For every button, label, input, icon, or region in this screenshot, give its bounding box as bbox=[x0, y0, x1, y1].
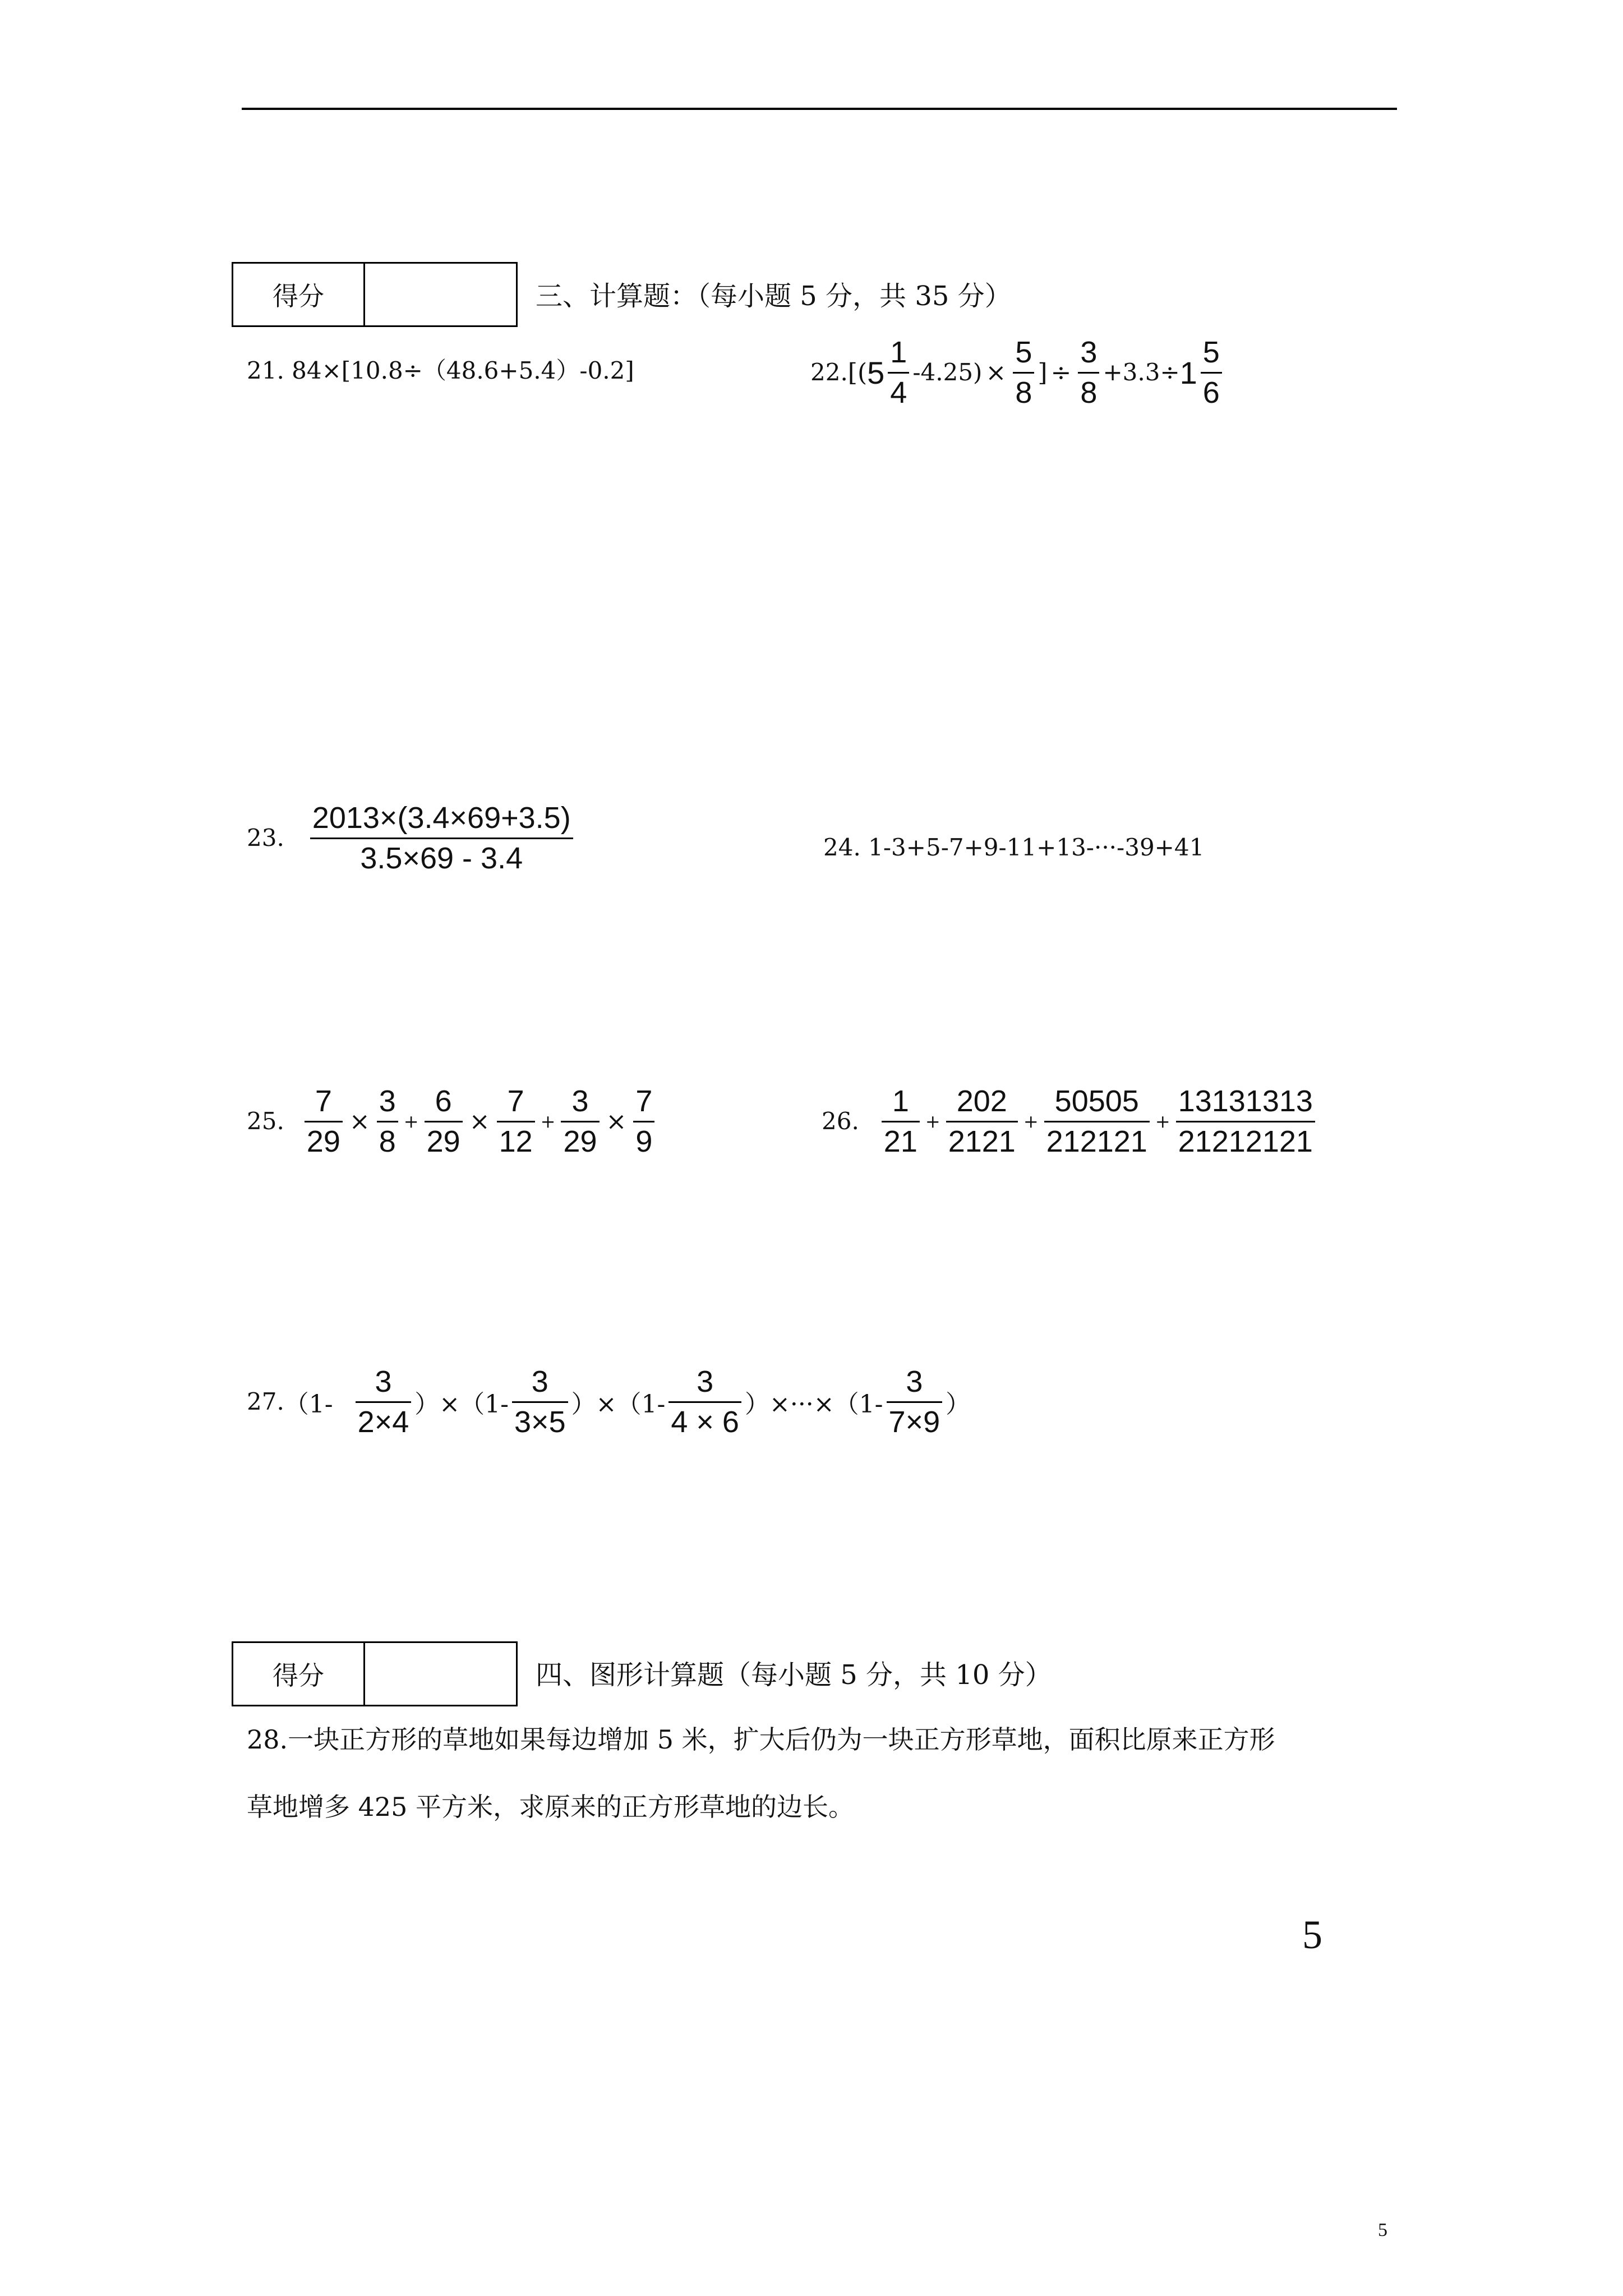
denominator: 8 bbox=[1080, 375, 1098, 409]
plus-sign: + bbox=[1155, 1111, 1170, 1133]
fraction-bar bbox=[377, 1121, 398, 1122]
question-25 bbox=[247, 1085, 658, 1157]
numerator: 3 bbox=[571, 1084, 589, 1118]
fraction bbox=[310, 802, 573, 874]
plus-sign: + bbox=[403, 1111, 419, 1133]
fraction-bar bbox=[888, 372, 909, 374]
fraction-bar bbox=[425, 1121, 463, 1122]
numerator: 3 bbox=[531, 1365, 548, 1398]
denominator: 4 bbox=[890, 375, 907, 409]
numerator: 7 bbox=[315, 1084, 332, 1118]
section-title: 四、图形计算题（每小题 5 分，共 10 分） bbox=[536, 1659, 1052, 1691]
numerator: 202 bbox=[956, 1084, 1007, 1118]
denominator: 8 bbox=[379, 1124, 396, 1158]
denominator: 3×5 bbox=[514, 1405, 566, 1439]
numerator: 5 bbox=[1015, 335, 1032, 369]
denominator: 21212121 bbox=[1178, 1124, 1313, 1158]
section-title: 三、计算题：（每小题 5 分，共 35 分） bbox=[536, 280, 1012, 312]
times-sign: × bbox=[985, 358, 1007, 387]
fraction-bar bbox=[512, 1401, 568, 1403]
numerator: 2013×(3.4×69+3.5) bbox=[312, 801, 571, 835]
fraction bbox=[561, 1085, 599, 1157]
fraction bbox=[1044, 1085, 1150, 1157]
fraction bbox=[356, 1366, 412, 1438]
fraction bbox=[888, 337, 909, 408]
denominator: 6 bbox=[1202, 375, 1220, 409]
fraction-bar bbox=[497, 1121, 535, 1122]
mixed-number bbox=[867, 337, 912, 408]
fraction bbox=[305, 1085, 343, 1157]
score-label: 得分 bbox=[233, 1643, 365, 1705]
fraction bbox=[512, 1366, 568, 1438]
fraction bbox=[882, 1085, 920, 1157]
whole-part: 1 bbox=[1179, 355, 1197, 390]
denominator: 2×4 bbox=[357, 1405, 409, 1439]
denominator: 29 bbox=[306, 1124, 340, 1158]
fraction bbox=[425, 1085, 463, 1157]
fraction-bar bbox=[887, 1401, 943, 1403]
header-rule bbox=[242, 108, 1397, 110]
fraction bbox=[1176, 1085, 1315, 1157]
question-21: 21. 84×[10.8÷（48.6+5.4）-0.2] bbox=[247, 357, 634, 384]
fraction bbox=[633, 1085, 654, 1157]
question-number: 23. bbox=[247, 824, 284, 852]
bracket-close: ] bbox=[1038, 358, 1048, 387]
denominator: 8 bbox=[1015, 375, 1032, 409]
numerator: 6 bbox=[435, 1084, 452, 1118]
fraction bbox=[668, 1366, 741, 1438]
numerator: 50505 bbox=[1054, 1084, 1139, 1118]
expression-text: -4.25) bbox=[912, 358, 983, 386]
numerator: 1 bbox=[890, 335, 907, 369]
numerator: 3 bbox=[697, 1365, 714, 1398]
fraction-bar bbox=[946, 1121, 1018, 1122]
fraction-bar bbox=[1013, 372, 1034, 374]
expression-text: ）×（1- bbox=[414, 1390, 509, 1419]
times-sign: × bbox=[469, 1107, 490, 1136]
denominator: 21 bbox=[883, 1124, 917, 1158]
denominator: 7×9 bbox=[888, 1405, 940, 1439]
score-value-cell[interactable] bbox=[365, 264, 516, 325]
question-27 bbox=[247, 1366, 970, 1438]
question-number: 22. bbox=[810, 358, 848, 386]
denominator: 29 bbox=[426, 1124, 460, 1158]
fraction-bar bbox=[1201, 372, 1222, 374]
numerator: 1 bbox=[892, 1084, 909, 1118]
question-28-line-1: 28.一块正方形的草地如果每边增加 5 米，扩大后仍为一块正方形草地，面积比原来正方形 bbox=[247, 1724, 1275, 1755]
numerator: 3 bbox=[906, 1365, 923, 1398]
numerator: 7 bbox=[635, 1084, 653, 1118]
denominator: 9 bbox=[635, 1124, 653, 1158]
times-sign: × bbox=[349, 1107, 370, 1136]
expression-text: +3.3÷ bbox=[1103, 358, 1180, 386]
question-26 bbox=[822, 1085, 1318, 1157]
page-number: 5 bbox=[1378, 2220, 1387, 2240]
fraction-bar bbox=[668, 1401, 741, 1403]
big-page-number: 5 bbox=[1302, 1912, 1322, 1957]
denominator: 3.5×69 - 3.4 bbox=[360, 841, 523, 875]
fraction bbox=[497, 1085, 535, 1157]
denominator: 29 bbox=[563, 1124, 597, 1158]
fraction-bar bbox=[1078, 372, 1099, 374]
denominator: 12 bbox=[499, 1124, 533, 1158]
fraction-bar bbox=[1044, 1121, 1150, 1122]
question-23 bbox=[247, 802, 577, 874]
question-number: 26. bbox=[822, 1107, 859, 1135]
expression-text: （1- bbox=[284, 1390, 333, 1419]
numerator: 7 bbox=[507, 1084, 524, 1118]
fraction-bar bbox=[561, 1121, 599, 1122]
fraction-bar bbox=[305, 1121, 343, 1122]
question-number: 27. bbox=[247, 1388, 284, 1416]
fraction bbox=[887, 1366, 943, 1438]
score-box bbox=[232, 1641, 518, 1706]
denominator: 212121 bbox=[1046, 1124, 1147, 1158]
numerator: 3 bbox=[375, 1365, 392, 1398]
fraction-bar bbox=[310, 838, 573, 839]
expression-text: ）×···×（1- bbox=[744, 1390, 883, 1419]
plus-sign: + bbox=[1023, 1111, 1039, 1133]
fraction-bar bbox=[356, 1401, 412, 1403]
numerator: 13131313 bbox=[1178, 1084, 1313, 1118]
plus-sign: + bbox=[540, 1111, 556, 1133]
expression-text: ） bbox=[946, 1390, 971, 1419]
fraction-bar bbox=[1176, 1121, 1315, 1122]
fraction bbox=[1078, 337, 1099, 408]
fraction bbox=[946, 1085, 1018, 1157]
score-value-cell[interactable] bbox=[365, 1643, 516, 1705]
fraction bbox=[1201, 337, 1222, 408]
question-24: 24. 1-3+5-7+9-11+13-···-39+41 bbox=[823, 834, 1205, 861]
score-box bbox=[232, 262, 518, 327]
question-22 bbox=[810, 337, 1225, 408]
question-number: 25. bbox=[247, 1107, 284, 1135]
mixed-number bbox=[1180, 337, 1225, 408]
fraction-bar bbox=[882, 1121, 920, 1122]
score-label: 得分 bbox=[233, 264, 365, 325]
fraction bbox=[377, 1085, 398, 1157]
question-28-line-2: 草地增多 425 平方米，求原来的正方形草地的边长。 bbox=[247, 1792, 855, 1822]
expression-text: ）×（1- bbox=[571, 1390, 666, 1419]
divide-sign: ÷ bbox=[1050, 358, 1072, 387]
denominator: 4 × 6 bbox=[671, 1405, 739, 1439]
bracket-open: [( bbox=[847, 358, 868, 387]
numerator: 5 bbox=[1202, 335, 1220, 369]
fraction bbox=[1013, 337, 1034, 408]
fraction-bar bbox=[633, 1121, 654, 1122]
whole-part: 5 bbox=[867, 355, 885, 390]
times-sign: × bbox=[606, 1107, 627, 1136]
denominator: 2121 bbox=[948, 1124, 1016, 1158]
numerator: 3 bbox=[1080, 335, 1098, 369]
plus-sign: + bbox=[925, 1111, 940, 1133]
numerator: 3 bbox=[379, 1084, 396, 1118]
